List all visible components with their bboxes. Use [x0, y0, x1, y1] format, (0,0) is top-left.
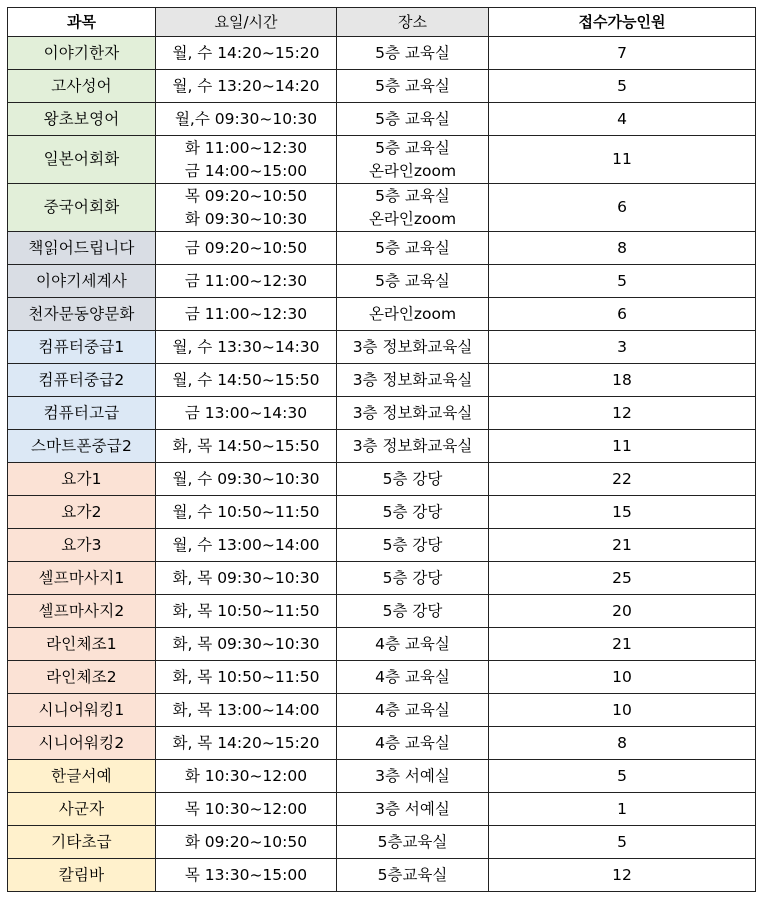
time-line: 목 13:30~15:00 — [184, 865, 308, 884]
place-cell — [337, 430, 489, 463]
table-row — [8, 562, 756, 595]
place-line: 3층 서예실 — [375, 799, 450, 818]
subject-cell: 일본어회화 — [8, 136, 156, 184]
place-line: 5층 강당 — [382, 502, 443, 521]
subject-cell: 칼림바 — [8, 859, 156, 892]
table-row — [8, 70, 756, 103]
table-row — [8, 793, 756, 826]
time-line: 화, 목 10:50~11:50 — [172, 601, 320, 620]
time-line: 월,수 09:30~10:30 — [174, 109, 318, 128]
time-cell — [156, 529, 337, 562]
time-line: 월, 수 13:30~14:30 — [172, 337, 320, 356]
time-line: 월, 수 13:20~14:20 — [172, 76, 320, 95]
place-line: 5층 강당 — [382, 568, 443, 587]
place-cell — [337, 184, 489, 232]
table-row — [8, 595, 756, 628]
place-line: 3층 정보화교육실 — [352, 337, 473, 356]
place-line: 5층 강당 — [382, 469, 443, 488]
table-row — [8, 232, 756, 265]
place-cell — [337, 694, 489, 727]
capacity-cell: 6 — [489, 298, 756, 331]
place-line: 3층 정보화교육실 — [352, 436, 473, 455]
time-cell — [156, 331, 337, 364]
time-line: 목 09:20~10:50 — [184, 186, 308, 205]
place-line: 온라인zoom — [368, 304, 457, 323]
time-line: 화 10:30~12:00 — [184, 766, 308, 785]
time-line: 화 09:30~10:30 — [184, 209, 308, 228]
capacity-cell: 3 — [489, 331, 756, 364]
table-row — [8, 430, 756, 463]
subject-cell: 시니어워킹2 — [8, 727, 156, 760]
capacity-cell: 12 — [489, 397, 756, 430]
capacity-cell: 4 — [489, 103, 756, 136]
time-line: 화, 목 14:50~15:50 — [172, 436, 320, 455]
place-cell — [337, 826, 489, 859]
capacity-cell: 7 — [489, 37, 756, 70]
place-cell — [337, 298, 489, 331]
time-cell — [156, 397, 337, 430]
table-row — [8, 364, 756, 397]
subject-cell: 컴퓨터중급1 — [8, 331, 156, 364]
subject-cell: 기타초급 — [8, 826, 156, 859]
time-cell — [156, 136, 337, 184]
capacity-cell: 8 — [489, 232, 756, 265]
subject-cell: 천자문동양문화 — [8, 298, 156, 331]
time-cell — [156, 103, 337, 136]
time-cell — [156, 298, 337, 331]
time-cell — [156, 364, 337, 397]
place-line: 5층 교육실 — [375, 138, 450, 157]
place-cell — [337, 103, 489, 136]
place-line: 5층 교육실 — [375, 238, 450, 257]
time-cell — [156, 727, 337, 760]
place-cell — [337, 562, 489, 595]
time-line: 화, 목 14:20~15:20 — [172, 733, 320, 752]
subject-cell: 책읽어드립니다 — [8, 232, 156, 265]
place-line: 3층 정보화교육실 — [352, 370, 473, 389]
subject-cell: 왕초보영어 — [8, 103, 156, 136]
time-cell — [156, 595, 337, 628]
capacity-cell: 11 — [489, 430, 756, 463]
table-row — [8, 859, 756, 892]
time-cell — [156, 793, 337, 826]
capacity-cell: 21 — [489, 628, 756, 661]
subject-cell: 스마트폰중급2 — [8, 430, 156, 463]
table-header — [8, 8, 756, 37]
table-row — [8, 529, 756, 562]
header-time: 요일/시간 — [156, 8, 337, 37]
time-cell — [156, 826, 337, 859]
place-cell — [337, 331, 489, 364]
time-cell — [156, 694, 337, 727]
place-line: 5층 교육실 — [375, 271, 450, 290]
place-cell — [337, 37, 489, 70]
course-schedule-table — [7, 7, 756, 892]
capacity-cell: 11 — [489, 136, 756, 184]
capacity-cell: 8 — [489, 727, 756, 760]
place-line: 5층교육실 — [377, 865, 448, 884]
time-cell — [156, 562, 337, 595]
table-row — [8, 694, 756, 727]
header-row — [8, 8, 756, 37]
table-body — [8, 37, 756, 892]
time-cell — [156, 184, 337, 232]
table-row — [8, 37, 756, 70]
place-cell — [337, 265, 489, 298]
table-row — [8, 265, 756, 298]
time-cell — [156, 661, 337, 694]
place-line: 3층 정보화교육실 — [352, 403, 473, 422]
subject-cell: 중국어회화 — [8, 184, 156, 232]
capacity-cell: 6 — [489, 184, 756, 232]
place-line: 3층 서예실 — [375, 766, 450, 785]
subject-cell: 셀프마사지1 — [8, 562, 156, 595]
place-cell — [337, 595, 489, 628]
table-row — [8, 760, 756, 793]
place-line: 4층 교육실 — [375, 667, 450, 686]
place-line: 5층 교육실 — [375, 186, 450, 205]
place-cell — [337, 859, 489, 892]
time-line: 금 14:00~15:00 — [184, 161, 308, 180]
subject-cell: 요가2 — [8, 496, 156, 529]
subject-cell: 이야기한자 — [8, 37, 156, 70]
place-line: 5층 교육실 — [375, 76, 450, 95]
table-row — [8, 463, 756, 496]
capacity-cell: 15 — [489, 496, 756, 529]
time-cell — [156, 463, 337, 496]
subject-cell: 라인체조1 — [8, 628, 156, 661]
table-row — [8, 397, 756, 430]
time-cell — [156, 265, 337, 298]
time-line: 금 13:00~14:30 — [184, 403, 308, 422]
place-cell — [337, 793, 489, 826]
table-row — [8, 496, 756, 529]
time-line: 목 10:30~12:00 — [184, 799, 308, 818]
time-cell — [156, 70, 337, 103]
time-line: 화, 목 09:30~10:30 — [172, 634, 320, 653]
time-line: 화, 목 09:30~10:30 — [172, 568, 320, 587]
place-cell — [337, 397, 489, 430]
place-cell — [337, 70, 489, 103]
subject-cell: 시니어워킹1 — [8, 694, 156, 727]
time-cell — [156, 37, 337, 70]
time-line: 월, 수 09:30~10:30 — [172, 469, 320, 488]
subject-cell: 사군자 — [8, 793, 156, 826]
capacity-cell: 12 — [489, 859, 756, 892]
place-cell — [337, 661, 489, 694]
capacity-cell: 20 — [489, 595, 756, 628]
time-line: 월, 수 14:50~15:50 — [172, 370, 320, 389]
subject-cell: 셀프마사지2 — [8, 595, 156, 628]
place-line: 5층 교육실 — [375, 109, 450, 128]
place-cell — [337, 529, 489, 562]
place-cell — [337, 232, 489, 265]
place-cell — [337, 364, 489, 397]
time-cell — [156, 430, 337, 463]
subject-cell: 한글서예 — [8, 760, 156, 793]
place-cell — [337, 463, 489, 496]
subject-cell: 요가1 — [8, 463, 156, 496]
time-line: 월, 수 10:50~11:50 — [172, 502, 320, 521]
table-row — [8, 661, 756, 694]
time-line: 금 11:00~12:30 — [184, 304, 308, 323]
place-line: 4층 교육실 — [375, 700, 450, 719]
subject-cell: 컴퓨터고급 — [8, 397, 156, 430]
subject-cell: 이야기세계사 — [8, 265, 156, 298]
table-row — [8, 184, 756, 232]
time-line: 금 09:20~10:50 — [184, 238, 308, 257]
place-cell — [337, 727, 489, 760]
capacity-cell: 21 — [489, 529, 756, 562]
table-row — [8, 331, 756, 364]
capacity-cell: 1 — [489, 793, 756, 826]
time-line: 화 09:20~10:50 — [184, 832, 308, 851]
capacity-cell: 10 — [489, 694, 756, 727]
capacity-cell: 18 — [489, 364, 756, 397]
capacity-cell: 22 — [489, 463, 756, 496]
table-row — [8, 628, 756, 661]
time-line: 월, 수 13:00~14:00 — [172, 535, 320, 554]
place-line: 4층 교육실 — [375, 634, 450, 653]
subject-cell: 고사성어 — [8, 70, 156, 103]
subject-cell: 라인체조2 — [8, 661, 156, 694]
capacity-cell: 5 — [489, 826, 756, 859]
table-row — [8, 727, 756, 760]
place-cell — [337, 760, 489, 793]
time-line: 화 11:00~12:30 — [184, 138, 308, 157]
time-cell — [156, 496, 337, 529]
time-cell — [156, 760, 337, 793]
place-line: 5층 교육실 — [375, 43, 450, 62]
table-row — [8, 103, 756, 136]
capacity-cell: 5 — [489, 265, 756, 298]
subject-cell: 요가3 — [8, 529, 156, 562]
place-line: 온라인zoom — [368, 209, 457, 228]
table-row — [8, 136, 756, 184]
header-capacity: 접수가능인원 — [489, 8, 756, 37]
table-row — [8, 298, 756, 331]
capacity-cell: 5 — [489, 70, 756, 103]
capacity-cell: 25 — [489, 562, 756, 595]
place-cell — [337, 136, 489, 184]
place-line: 5층 강당 — [382, 535, 443, 554]
table-row — [8, 826, 756, 859]
time-line: 화, 목 13:00~14:00 — [172, 700, 320, 719]
time-cell — [156, 628, 337, 661]
capacity-cell: 10 — [489, 661, 756, 694]
time-cell — [156, 859, 337, 892]
time-line: 월, 수 14:20~15:20 — [172, 43, 320, 62]
time-line: 화, 목 10:50~11:50 — [172, 667, 320, 686]
place-line: 5층 강당 — [382, 601, 443, 620]
place-cell — [337, 628, 489, 661]
time-line: 금 11:00~12:30 — [184, 271, 308, 290]
capacity-cell: 5 — [489, 760, 756, 793]
place-line: 4층 교육실 — [375, 733, 450, 752]
time-cell — [156, 232, 337, 265]
place-cell — [337, 496, 489, 529]
place-line: 5층교육실 — [377, 832, 448, 851]
subject-cell: 컴퓨터중급2 — [8, 364, 156, 397]
header-subject: 과목 — [8, 8, 156, 37]
place-line: 온라인zoom — [368, 161, 457, 180]
header-place: 장소 — [337, 8, 489, 37]
